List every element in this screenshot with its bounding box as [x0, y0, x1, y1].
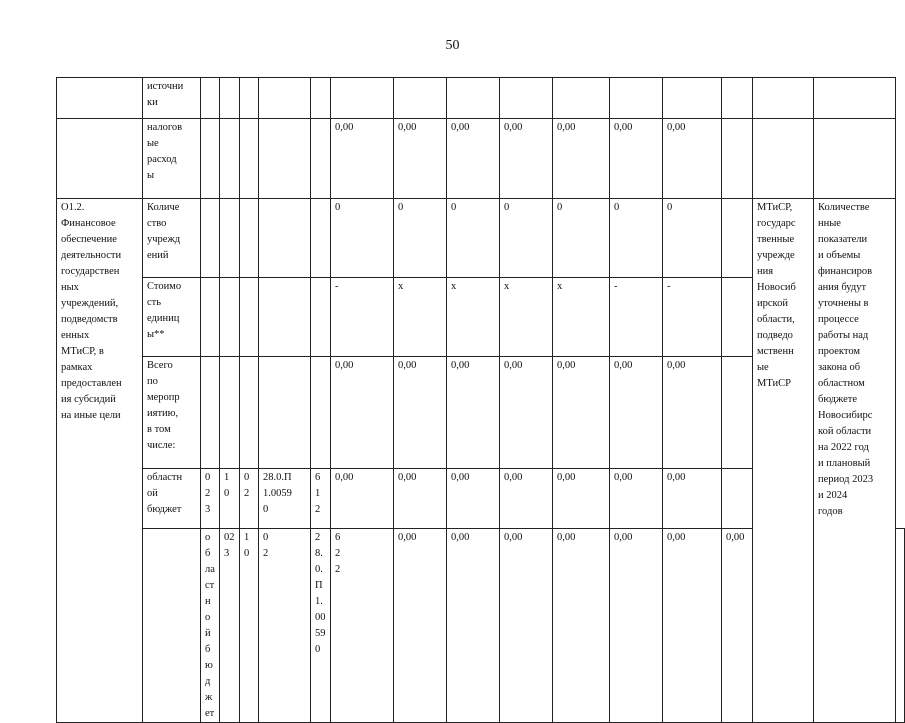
- indicator-name: Количе ство учрежд ений: [143, 199, 201, 278]
- vr-code: 6 2 2: [331, 529, 394, 723]
- value-cell: 0,00: [663, 529, 722, 723]
- value-cell: 0,00: [331, 119, 394, 199]
- grbs-code: 02 3: [220, 529, 240, 723]
- indicator-name: областн ой бюджет: [201, 529, 220, 723]
- value-cell: 0,00: [394, 529, 447, 723]
- pr-code: 0 2: [259, 529, 311, 723]
- csr-code: 28.0.П 1.0059 0: [311, 529, 331, 723]
- vr-code: 6 1 2: [311, 469, 331, 529]
- value-cell: 0,00: [610, 119, 663, 199]
- indicator-name: областн ой бюджет: [143, 469, 201, 529]
- value-cell: 0,00: [447, 357, 500, 469]
- result-cell: Количестве нные показатели и объемы финансиров ания будут уточнены в процессе работы над проектом закона об областном бюджете Новосибирс кой области на 2022 год и плановый период 2023 и 2024 годов: [814, 199, 896, 723]
- indicator-name: Стоимо сть единиц ы**: [143, 278, 201, 357]
- value-cell: 0: [610, 199, 663, 278]
- value-cell: x: [553, 278, 610, 357]
- value-cell: x: [500, 278, 553, 357]
- value-cell: 0,00: [394, 357, 447, 469]
- value-cell: 0,00: [500, 529, 553, 723]
- grbs-code: 02 3: [201, 469, 220, 529]
- value-cell: -: [610, 278, 663, 357]
- activity-cell: [57, 78, 143, 119]
- value-cell: 0: [394, 199, 447, 278]
- value-cell: 0: [663, 199, 722, 278]
- value-cell: 0,00: [331, 469, 394, 529]
- value-cell: 0: [447, 199, 500, 278]
- value-cell: 0,00: [553, 469, 610, 529]
- value-cell: 0,00: [331, 357, 394, 469]
- value-cell: 0,00: [447, 529, 500, 723]
- result-cell: [814, 78, 896, 119]
- table-row: [57, 199, 905, 278]
- value-cell: 0,00: [500, 119, 553, 199]
- value-cell: 0,00: [663, 469, 722, 529]
- csr-code: 28.0.П 1.0059 0: [259, 469, 311, 529]
- value-cell: 0,00: [394, 119, 447, 199]
- value-cell: 0,00: [394, 469, 447, 529]
- value-cell: 0,00: [610, 469, 663, 529]
- page-number: 50: [445, 38, 460, 53]
- pr-code: 0 2: [240, 469, 259, 529]
- value-cell: -: [331, 278, 394, 357]
- value-cell: 0: [553, 199, 610, 278]
- value-cell: 0,00: [447, 119, 500, 199]
- value-cell: x: [447, 278, 500, 357]
- rz-code: 1 0: [240, 529, 259, 723]
- executor-cell: [753, 78, 814, 119]
- value-cell: 0,00: [722, 529, 753, 723]
- value-cell: 0: [500, 199, 553, 278]
- table-row: [57, 119, 905, 199]
- executor-cell: МТиСР, государс твенные учрежде ния Новосиб ирской области, подведо мственн ые МТиСР: [753, 199, 814, 723]
- program-activities-table: [56, 77, 905, 723]
- value-cell: 0,00: [553, 119, 610, 199]
- value-cell: -: [663, 278, 722, 357]
- indicator-name: источни ки: [143, 78, 201, 119]
- activity-title: О1.2. Финансовое обеспечение деятельности государствен ных учреждений, подведомств енных МТиСР, в рамках предоставлен ия субсидий на иные цели: [57, 199, 143, 723]
- value-cell: 0,00: [500, 357, 553, 469]
- indicator-name: Всего по меропр иятию, в том числе:: [143, 357, 201, 469]
- value-cell: 0,00: [500, 469, 553, 529]
- table-row: [57, 78, 905, 119]
- value-cell: 0: [331, 199, 394, 278]
- value-cell: x: [394, 278, 447, 357]
- value-cell: 0,00: [447, 469, 500, 529]
- value-cell: 0,00: [553, 357, 610, 469]
- value-cell: 0,00: [610, 357, 663, 469]
- rz-code: 1 0: [220, 469, 240, 529]
- value-cell: 0,00: [663, 357, 722, 469]
- value-cell: 0,00: [553, 529, 610, 723]
- value-cell: 0,00: [663, 119, 722, 199]
- indicator-name: налогов ые расход ы: [143, 119, 201, 199]
- value-cell: 0,00: [610, 529, 663, 723]
